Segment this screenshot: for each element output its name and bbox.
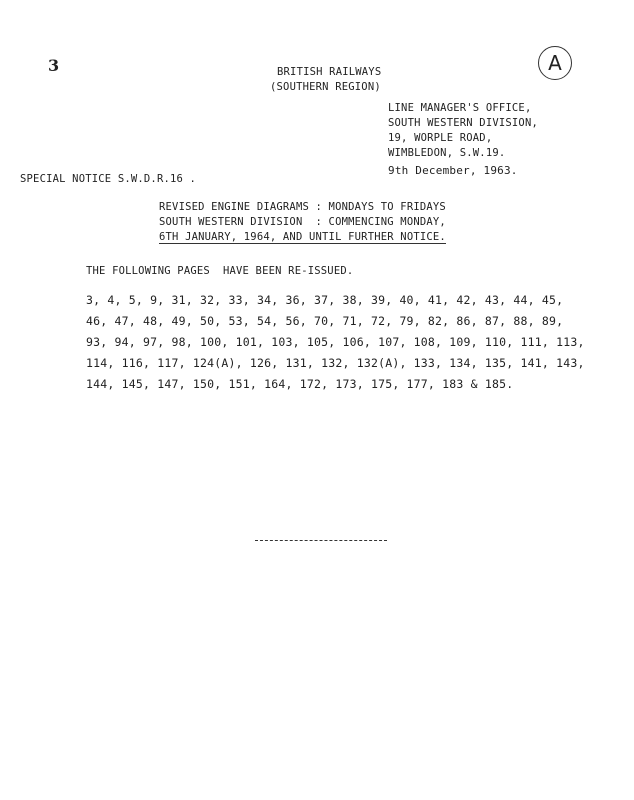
page-list-line-2: 46, 47, 48, 49, 50, 53, 54, 56, 70, 71, 72, 79, 82, 86, 87, 88, 89, <box>86 314 564 328</box>
subject-line-1: REVISED ENGINE DIAGRAMS : MONDAYS TO FRIDAYS <box>159 201 446 213</box>
corner-mark: 3 <box>48 56 60 75</box>
address-line-1: LINE MANAGER'S OFFICE, <box>388 102 532 114</box>
page-list-line-1: 3, 4, 5, 9, 31, 32, 33, 34, 36, 37, 38, 39, 40, 41, 42, 43, 44, 45, <box>86 293 564 307</box>
page-list-line-4: 114, 116, 117, 124(A), 126, 131, 132, 132(A), 133, 134, 135, 141, 143, <box>86 356 585 370</box>
heading-line-1: BRITISH RAILWAYS <box>277 66 382 78</box>
subject-line-2: SOUTH WESTERN DIVISION : COMMENCING MONDAY, <box>159 216 446 228</box>
page-list-line-3: 93, 94, 97, 98, 100, 101, 103, 105, 106, 107, 108, 109, 110, 111, 113, <box>86 335 585 349</box>
address-line-3: 19, WORPLE ROAD, <box>388 132 493 144</box>
address-line-2: SOUTH WESTERN DIVISION, <box>388 117 538 129</box>
subject-line-3: 6TH JANUARY, 1964, AND UNTIL FURTHER NOTICE. <box>159 231 446 243</box>
heading-line-2: (SOUTHERN REGION) <box>270 81 381 93</box>
page-list-line-5: 144, 145, 147, 150, 151, 164, 172, 173, 175, 177, 183 & 185. <box>86 377 514 391</box>
address-line-4: WIMBLEDON, S.W.19. <box>388 147 506 159</box>
circled-letter-mark: A <box>538 46 572 80</box>
intro-line: THE FOLLOWING PAGES HAVE BEEN RE-ISSUED. <box>86 265 354 277</box>
notice-reference: SPECIAL NOTICE S.W.D.R.16 . <box>20 173 197 185</box>
closing-rule <box>255 540 387 541</box>
notice-date: 9th December, 1963. <box>388 164 518 177</box>
